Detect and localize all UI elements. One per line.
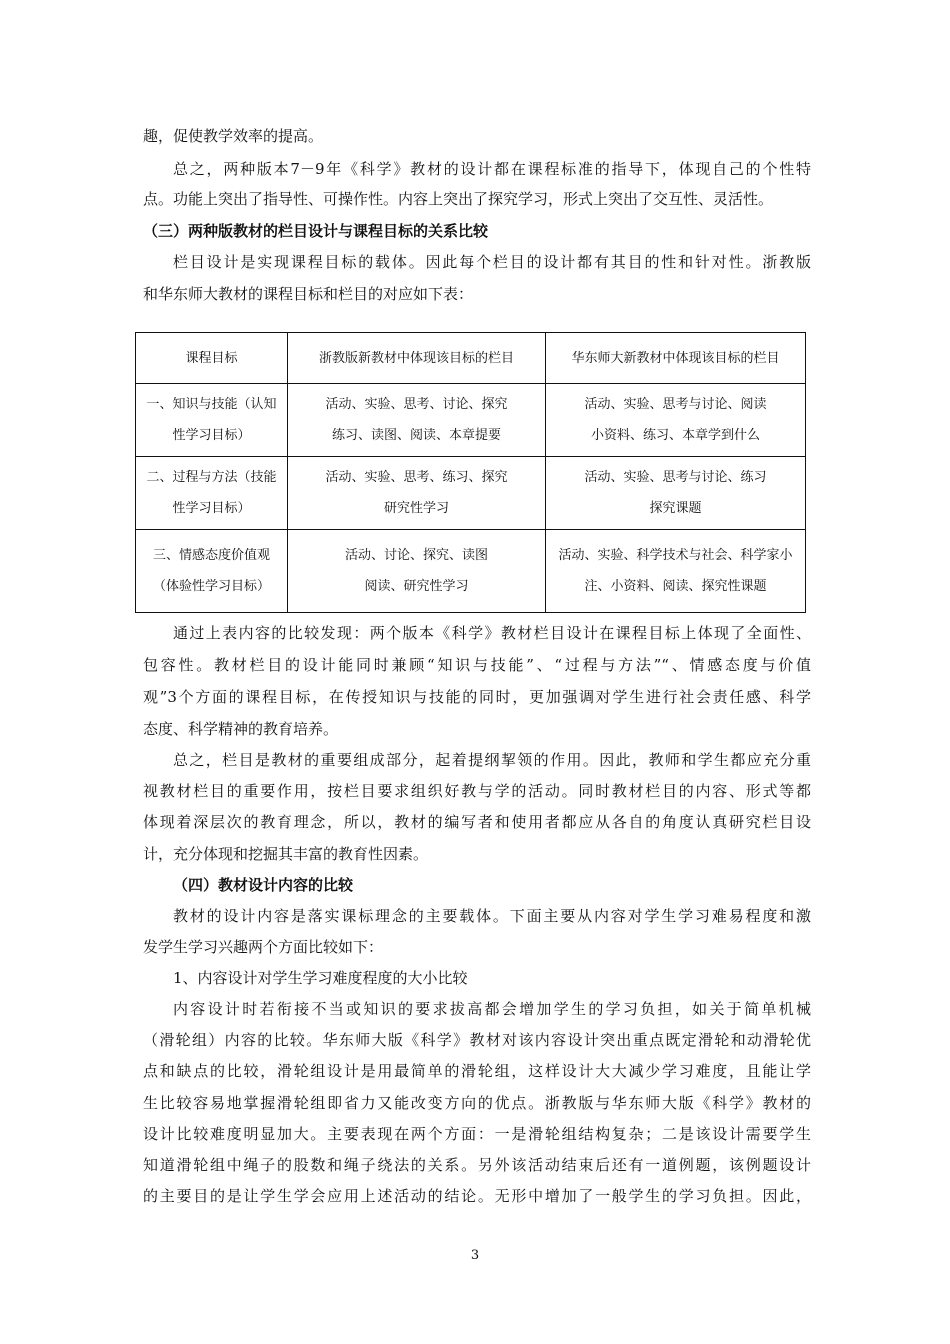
table-cell-goal [136, 457, 288, 530]
paragraph-1-line-1: 趣，促使教学效率的提高。 [143, 127, 324, 145]
table-row [136, 530, 806, 613]
paragraph-7-line-4: 生比较容易地掌握滑轮组即省力又能改变方向的优点。浙教版与华东师大版《科学》教材的 [143, 1094, 811, 1112]
table-row [136, 384, 806, 457]
paragraph-2-line-2: 点。功能上突出了指导性、可操作性。内容上突出了探究学习，形式上突出了交互性、灵活性。 [143, 190, 774, 208]
cell-line: 活动、实验、思考与讨论、阅读 [584, 397, 767, 412]
cell-line: 活动、实验、思考、讨论、探究 [325, 397, 508, 412]
paragraph-7-line-7: 的主要目的是让学生学会应用上述活动的结论。无形中增加了一般学生的学习负担。因此， [143, 1187, 811, 1205]
subsection-heading-1: 1、内容设计对学生学习难度程度的大小比较 [173, 969, 468, 987]
section-heading-4: （四）教材设计内容的比较 [173, 876, 354, 894]
table-cell-zj [288, 457, 546, 530]
table-row [136, 457, 806, 530]
table-header-cell: 华东师大新教材中体现该目标的栏目 [546, 333, 806, 384]
paragraph-5-line-4: 计，充分体现和挖掘其丰富的教育性因素。 [143, 845, 429, 863]
paragraph-7-line-5: 设计比较难度明显加大。主要表现在两个方面：一是滑轮组结构复杂；二是该设计需要学生 [143, 1125, 811, 1143]
cell-line: 活动、实验、思考、练习、探究 [325, 470, 508, 485]
cell-line: 三、情感态度价值观 [152, 548, 270, 563]
cell-line: 一、知识与技能（认知 [146, 397, 277, 412]
table-header-cell: 浙教版新教材中体现该目标的栏目 [288, 333, 546, 384]
table-cell-hd [546, 384, 806, 457]
cell-line: 活动、讨论、探究、读图 [344, 548, 488, 563]
table-cell-hd [546, 457, 806, 530]
paragraph-3-line-2: 和华东师大教材的课程目标和栏目的对应如下表： [143, 285, 474, 303]
paragraph-2-line-1: 总之，两种版本7－9年《科学》教材的设计都在课程标准的指导下，体现自己的个性特 [173, 160, 811, 178]
table-cell-zj [288, 384, 546, 457]
cell-line: 活动、实验、思考与讨论、练习 [584, 470, 767, 485]
cell-line: 性学习目标） [172, 501, 251, 516]
paragraph-6-line-2: 发学生学习兴趣两个方面比较如下： [143, 938, 384, 956]
paragraph-6-line-1: 教材的设计内容是落实课标理念的主要载体。下面主要从内容对学生学习难易程度和激 [173, 907, 811, 925]
cell-line: 练习、读图、阅读、本章提要 [331, 428, 501, 443]
cell-line: 性学习目标） [172, 428, 251, 443]
cell-line: 注、小资料、阅读、探究性课题 [584, 579, 767, 594]
cell-line: 研究性学习 [383, 501, 449, 516]
table-header-row [136, 333, 806, 384]
table-cell-goal [136, 384, 288, 457]
cell-line: 小资料、练习、本章学到什么 [590, 428, 760, 443]
section-heading-3: （三）两种版教材的栏目设计与课程目标的关系比较 [143, 222, 489, 240]
paragraph-4-line-3: 观”3个方面的课程目标，在传授知识与技能的同时，更加强调对学生进行社会责任感、科学 [143, 688, 811, 706]
cell-line: （体验性学习目标） [152, 579, 270, 594]
paragraph-7-line-6: 知道滑轮组中绳子的股数和绳子绕法的关系。另外该活动结束后还有一道例题，该例题设计 [143, 1156, 811, 1174]
paragraph-5-line-2: 视教材栏目的重要作用，按栏目要求组织好教与学的活动。同时教材栏目的内容、形式等都 [143, 782, 811, 800]
table-header-cell: 课程目标 [136, 333, 288, 384]
paragraph-5-line-3: 体现着深层次的教育理念，所以，教材的编写者和使用者都应从各自的角度认真研究栏目设 [143, 813, 811, 831]
cell-line: 阅读、研究性学习 [364, 579, 469, 594]
paragraph-7-line-3: 点和缺点的比较，滑轮组设计是用最简单的滑轮组，这样设计大大减少学习难度，且能让学 [143, 1062, 811, 1080]
cell-line: 活动、实验、科学技术与社会、科学家小 [558, 548, 793, 563]
cell-line: 探究课题 [649, 501, 702, 516]
goals-comparison-table [135, 332, 806, 613]
cell-line: 二、过程与方法（技能 [146, 470, 277, 485]
paragraph-3-line-1: 栏目设计是实现课程目标的载体。因此每个栏目的设计都有其目的性和针对性。浙教版 [173, 253, 811, 271]
paragraph-4-line-2: 包容性。教材栏目的设计能同时兼顾“知识与技能”、“过程与方法”“、情感态度与价值 [143, 656, 811, 674]
paragraph-4-line-4: 态度、科学精神的教育培养。 [143, 720, 339, 738]
paragraph-4-line-1: 通过上表内容的比较发现：两个版本《科学》教材栏目设计在课程目标上体现了全面性、 [173, 624, 811, 642]
table-cell-goal [136, 530, 288, 613]
paragraph-5-line-1: 总之，栏目是教材的重要组成部分，起着提纲挈领的作用。因此，教师和学生都应充分重 [173, 751, 811, 769]
page-number: 3 [470, 1248, 480, 1263]
paragraph-7-line-1: 内容设计时若衔接不当或知识的要求拔高都会增加学生的学习负担，如关于简单机械 [173, 1000, 811, 1018]
paragraph-7-line-2: （滑轮组）内容的比较。华东师大版《科学》教材对该内容设计突出重点既定滑轮和动滑轮优 [143, 1031, 811, 1049]
table-cell-zj [288, 530, 546, 613]
table-cell-hd [546, 530, 806, 613]
